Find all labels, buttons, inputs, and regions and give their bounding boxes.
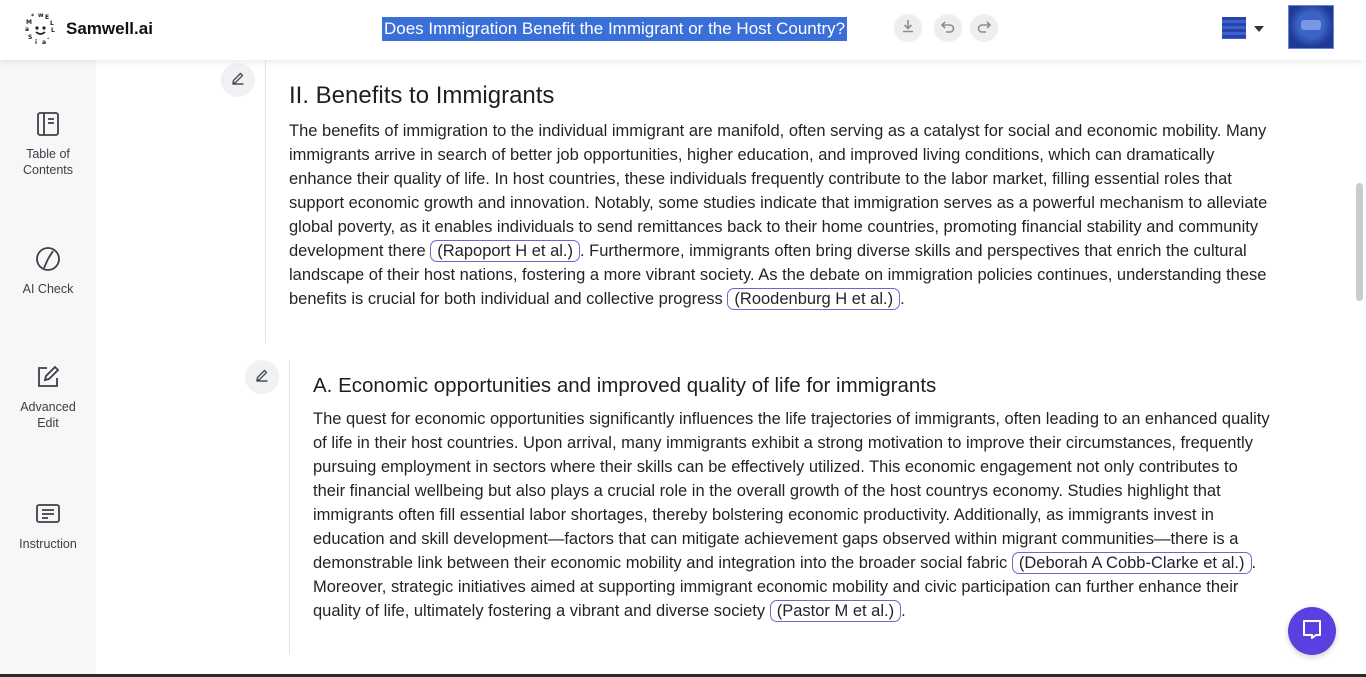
- undo-icon: [940, 18, 956, 39]
- sidebar-item-advanced-edit[interactable]: [0, 363, 96, 431]
- paragraph-text: .: [901, 602, 906, 620]
- redo-icon: [976, 18, 992, 39]
- sidebar-item-label: Contents: [22, 163, 74, 177]
- avatar[interactable]: [1288, 5, 1334, 49]
- document-content: [96, 60, 1350, 677]
- edit-subsection-button[interactable]: [245, 360, 279, 394]
- paragraph-text: .: [900, 290, 905, 308]
- sidebar: [0, 60, 96, 677]
- subsection-heading: A. Economic opportunities and improved quality of life for immigrants: [313, 374, 937, 397]
- pie-icon: [34, 245, 62, 273]
- download-button[interactable]: [894, 14, 922, 42]
- svg-text:*: *: [31, 13, 35, 20]
- subsection-paragraph[interactable]: [313, 407, 1273, 623]
- citation-chip[interactable]: (Deborah A Cobb-Clarke et al.): [1012, 552, 1252, 574]
- brand-logo[interactable]: [22, 10, 153, 48]
- sidebar-item-label: AI Check: [22, 282, 74, 296]
- redo-button[interactable]: [970, 14, 998, 42]
- sidebar-item-ai-check[interactable]: [0, 245, 96, 297]
- chat-support-button[interactable]: [1288, 607, 1336, 655]
- svg-text:L: L: [50, 20, 54, 27]
- section-heading: II. Benefits to Immigrants: [289, 82, 555, 109]
- samwell-logo-icon: [22, 10, 60, 48]
- book-icon: [34, 110, 62, 138]
- paragraph-text: The benefits of immigration to the individual immigrant are manifold, often serving as a catalyst for social and economic mobility. Many immigrants arrive in search of better job opportunities, higher education, and improved living conditions, which can dramatically enhance their quality of life. In host countries, these individuals frequently contribute to the labor market, filling essential roles that support economic growth and innovation. Notably, some studies indicate that immigration serves as a powerful mechanism to alleviate global poverty, as it enables individuals to send remittances back to their home countries, promoting financial stability and community development there: [289, 122, 1268, 260]
- chat-icon: [1300, 617, 1324, 646]
- undo-button[interactable]: [934, 14, 962, 42]
- svg-text:M: M: [26, 19, 32, 26]
- edit-section-button[interactable]: [221, 63, 255, 97]
- svg-text:.: .: [47, 34, 50, 41]
- svg-text:a: a: [42, 39, 47, 46]
- svg-text:a: a: [25, 26, 30, 33]
- citation-chip[interactable]: (Rapoport H et al.): [430, 240, 580, 262]
- pencil-icon: [255, 368, 269, 387]
- scrollbar-track[interactable]: [1352, 60, 1366, 677]
- svg-text:i: i: [35, 39, 38, 46]
- sidebar-item-label: Edit: [37, 416, 59, 430]
- brand-name: Samwell.ai: [66, 19, 153, 38]
- edit-icon: [34, 363, 62, 391]
- section-paragraph[interactable]: [289, 119, 1269, 311]
- scrollbar-thumb[interactable]: [1356, 183, 1363, 301]
- svg-text:E: E: [45, 14, 50, 21]
- svg-text:S: S: [28, 34, 33, 41]
- document-title[interactable]: Does Immigration Benefit the Immigrant or the Host Country?: [382, 17, 847, 41]
- svg-text:w: w: [38, 12, 44, 19]
- sidebar-item-label: Table of: [26, 147, 70, 161]
- sidebar-item-table-of-contents[interactable]: [0, 110, 96, 178]
- pencil-icon: [231, 71, 245, 90]
- paragraph-text: . Furthermore, immigrants often bring diverse skills and perspectives that enrich the cultural landscape of their host nations, fostering a more vibrant society. As the debate on immigration policies continues, understanding these benefits is crucial for both individual and collective progress: [289, 242, 1267, 308]
- language-flag-icon[interactable]: [1222, 17, 1246, 39]
- paragraph-text: The quest for economic opportunities significantly influences the life trajectories of immigrants, often leading to an enhanced quality of life in their host countries. Upon arrival, many immigrants exhibit a strong motivation to improve their circumstances, frequently pursuing employment in sectors where their skills can be effectively utilized. This economic engagement not only contributes to their financial wellbeing but also plays a crucial role in the overall growth of the host countrys economy. Studies highlight that immigrants often fill essential labor shortages, thereby bolstering economic productivity. Additionally, as immigrants invest in education and skill development—factors that can mitigate achievement gaps observed within migrant communities—there is a demonstrable link between their economic mobility and integration into the broader social fabric: [313, 410, 1270, 572]
- sidebar-item-label: Advanced: [20, 400, 76, 414]
- download-icon: [901, 19, 915, 38]
- sidebar-item-label: Instruction: [19, 537, 77, 551]
- svg-text:L: L: [51, 27, 55, 34]
- subsection-divider: [289, 360, 290, 654]
- section-divider: [265, 60, 266, 343]
- chevron-down-icon[interactable]: [1254, 26, 1264, 32]
- top-bar: [0, 0, 1366, 60]
- paragraph-text: . Moreover, strategic initiatives aimed at supporting immigrant economic mobility and civic participation can further enhance their quality of life, ultimately fostering a vibrant and diverse society: [313, 554, 1257, 620]
- sidebar-item-instruction[interactable]: [0, 500, 96, 552]
- note-icon: [34, 500, 62, 528]
- citation-chip[interactable]: (Roodenburg H et al.): [727, 288, 900, 310]
- citation-chip[interactable]: (Pastor M et al.): [770, 600, 901, 622]
